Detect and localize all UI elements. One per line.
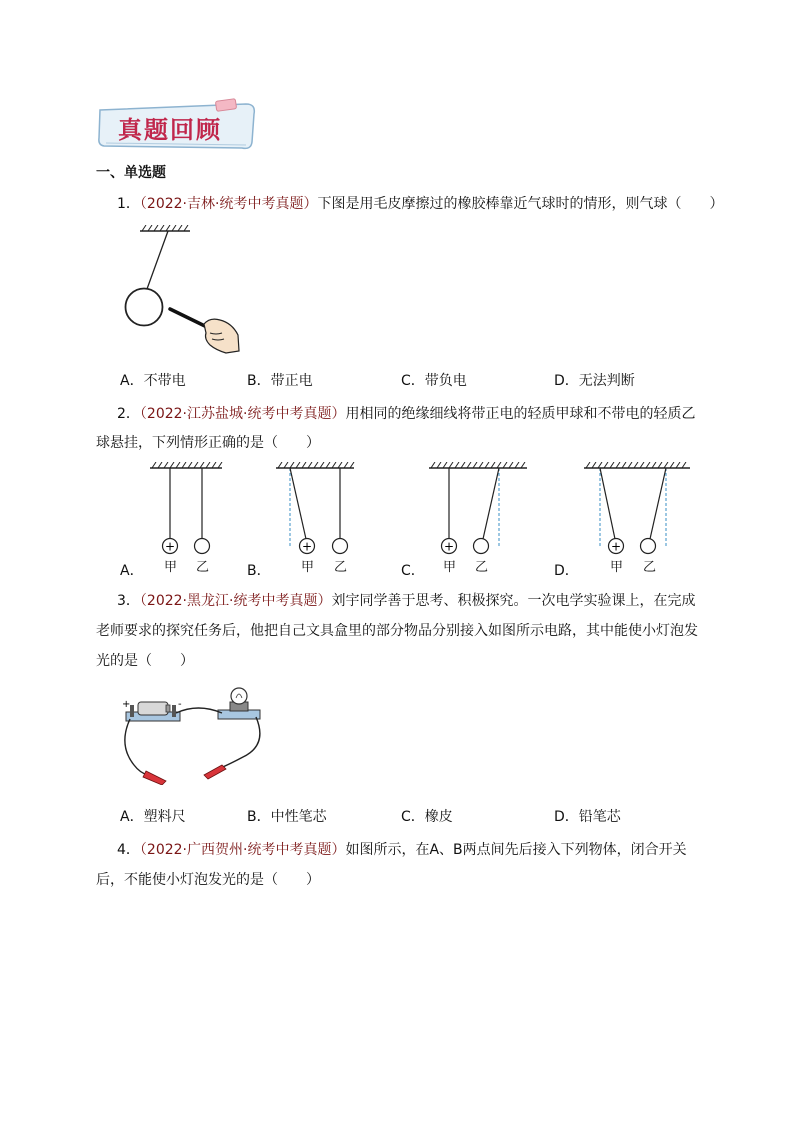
q2a-label-jia: 甲 (164, 560, 178, 575)
plus-sign: + (164, 539, 176, 554)
question-1 (117, 194, 723, 214)
question-3-line3: 光的是（ ） (96, 653, 194, 669)
q3-option-a[interactable]: A．塑料尺 (120, 809, 186, 825)
q2b-label-jia: 甲 (301, 560, 315, 575)
q2-figure-c (425, 462, 535, 557)
plus-sign: + (443, 539, 455, 554)
q2c-label-jia: 甲 (443, 560, 457, 575)
question-3-line2: 老师要求的探究任务后，他把自己文具盒里的部分物品分别接入如图所示电路，其中能使小灯泡发 (96, 623, 698, 639)
plus-sign: + (301, 539, 313, 554)
q2-figure-b (272, 462, 367, 557)
q3-option-b[interactable]: B．中性笔芯 (247, 809, 327, 825)
q2-figure-a (140, 462, 235, 557)
alligator-clip-icon (204, 765, 226, 779)
q1-option-c[interactable]: C．带负电 (401, 373, 467, 389)
question-2-line2: 球悬挂，下列情形正确的是（ ） (96, 435, 320, 451)
plus-sign: + (610, 539, 622, 554)
q2-option-b[interactable]: B． (247, 563, 271, 579)
question-4-line2: 后，不能使小灯泡发光的是（ ） (96, 872, 320, 888)
question-source: （2022·江苏盐城·统考中考真题） (139, 406, 346, 422)
banner-title: 真题回顾 (118, 115, 222, 144)
q2c-label-yi: 乙 (475, 560, 489, 575)
question-source: （2022·黑龙江·统考中考真题） (139, 593, 332, 609)
question-text: 用相同的绝缘细线将带正电的轻质甲球和不带电的轻质乙 (345, 406, 696, 422)
question-text: 下图是用毛皮摩擦过的橡胶棒靠近气球时的情形，则气球（ ） (317, 196, 724, 212)
q2a-label-yi: 乙 (196, 560, 210, 575)
question-text: 如图所示，在A、B两点间先后接入下列物体，闭合开关 (345, 842, 687, 858)
question-source: （2022·吉林·统考中考真题） (139, 196, 318, 212)
question-source: （2022·广西贺州·统考中考真题） (139, 842, 346, 858)
circuit-figure (118, 685, 268, 785)
question-text: 刘宇同学善于思考、积极探究。一次电学实验课上，在完成 (331, 593, 696, 609)
q1-option-d[interactable]: D．无法判断 (554, 373, 635, 389)
ball-yi (641, 539, 656, 554)
section-heading: 一、单选题 (96, 165, 166, 181)
balloon-rod-figure (118, 225, 243, 360)
q3-option-c[interactable]: C．橡皮 (401, 809, 453, 825)
q2-figure-d (580, 462, 695, 557)
ball-yi (333, 539, 348, 554)
svg-text:+: + (122, 699, 131, 710)
bulb-icon (231, 688, 247, 704)
q2-option-a[interactable]: A． (120, 563, 144, 579)
alligator-clip-icon (143, 771, 166, 785)
banner (96, 98, 261, 152)
q2d-label-yi: 乙 (643, 560, 657, 575)
question-4 (117, 840, 687, 860)
question-number: 1． (117, 196, 140, 212)
wire (176, 708, 222, 713)
q2-option-d[interactable]: D． (554, 563, 579, 579)
q2b-label-yi: 乙 (334, 560, 348, 575)
q3-option-d[interactable]: D．铅笔芯 (554, 809, 621, 825)
battery-icon (138, 702, 168, 715)
wire (218, 717, 260, 769)
question-number: 2． (117, 406, 140, 422)
q1-option-a[interactable]: A．不带电 (120, 373, 186, 389)
question-2 (117, 404, 695, 424)
wire (125, 719, 148, 775)
q1-option-b[interactable]: B．带正电 (247, 373, 313, 389)
q2d-label-jia: 甲 (610, 560, 624, 575)
question-3 (117, 591, 695, 611)
ball-yi (195, 539, 210, 554)
balloon (126, 289, 163, 326)
q2-option-c[interactable]: C． (401, 563, 425, 579)
question-number: 3． (117, 593, 140, 609)
ball-yi (474, 539, 489, 554)
question-number: 4． (117, 842, 140, 858)
svg-text:-: - (178, 699, 182, 710)
hand-icon (204, 319, 239, 353)
